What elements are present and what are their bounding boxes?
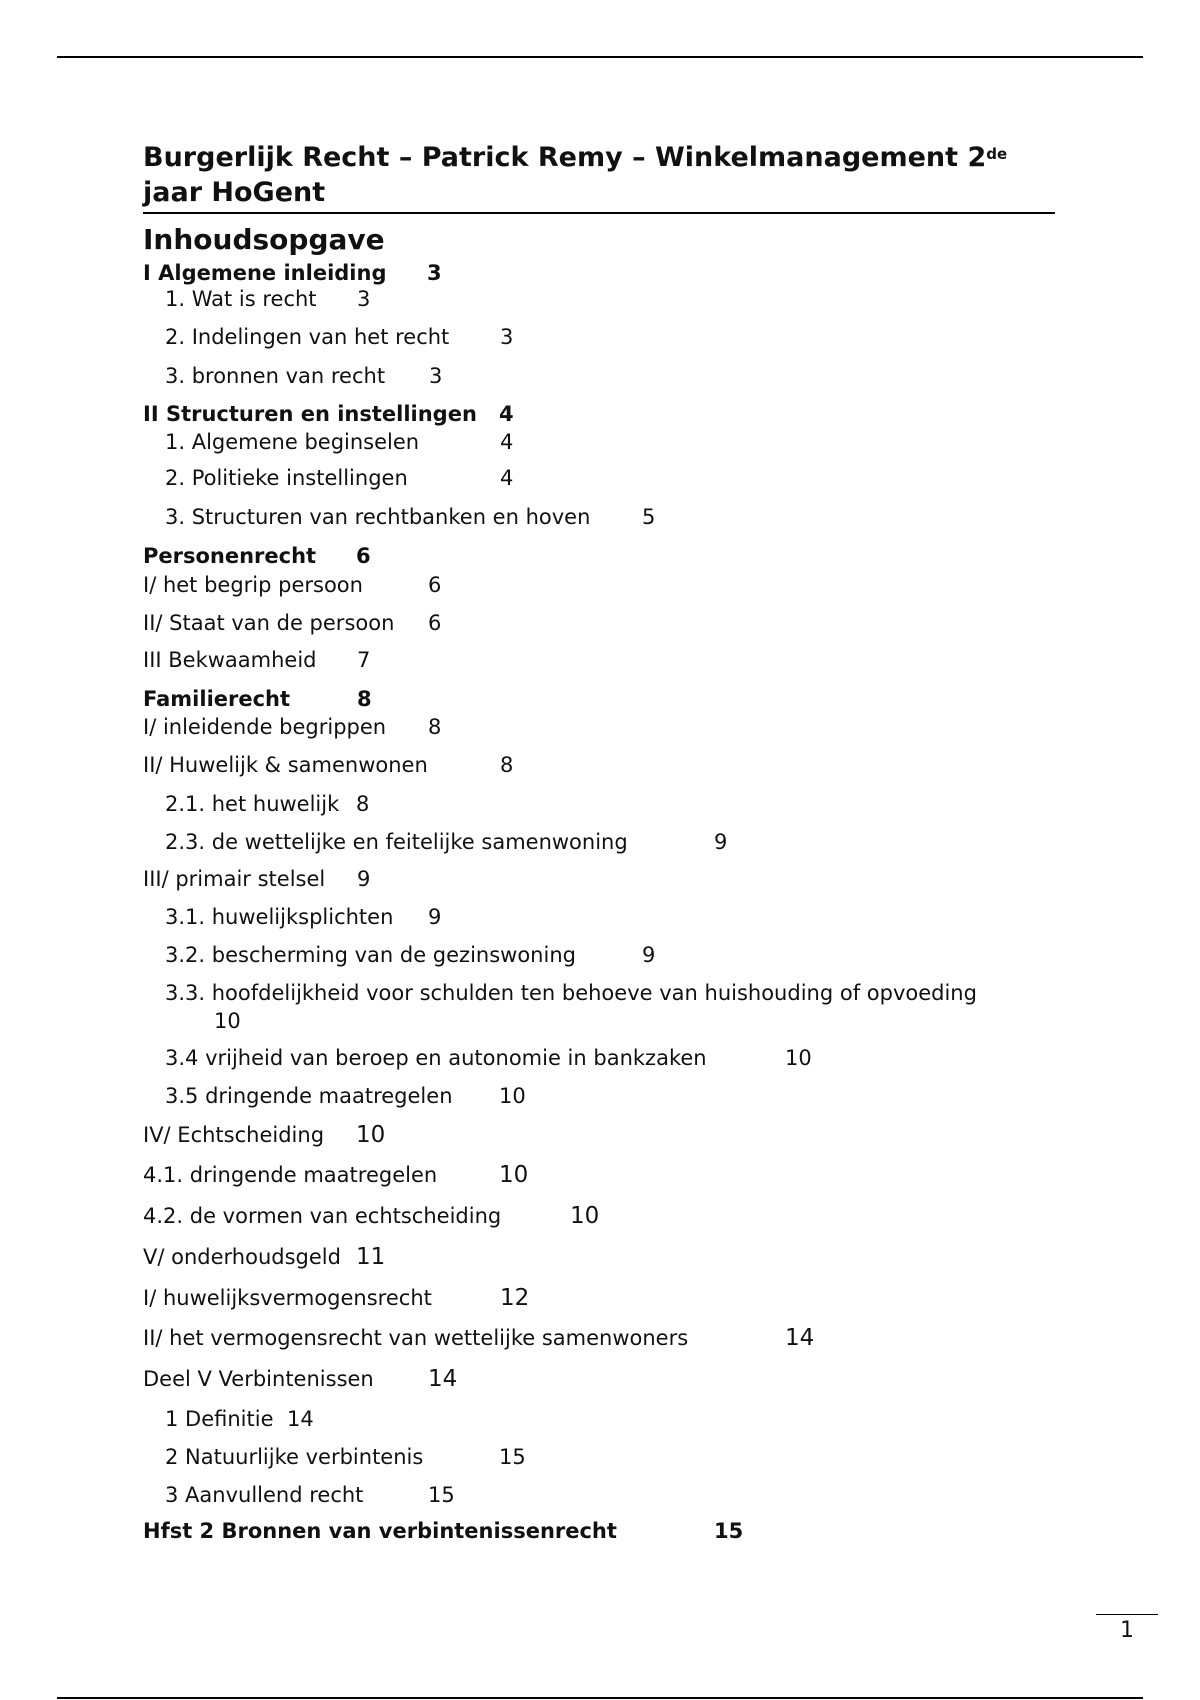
title-superscript: de: [986, 145, 1008, 163]
document-title: [143, 140, 1055, 214]
title-main: Burgerlijk Recht – Patrick Remy – Winkelmanagement 2: [143, 142, 987, 173]
toc-heading: Inhoudsopgave: [143, 223, 385, 256]
page-number-rule: [1096, 1614, 1158, 1615]
bottom-rule: [57, 1697, 1143, 1699]
page-number: 1: [1120, 1618, 1134, 1643]
title-line-2: jaar HoGent: [143, 177, 326, 208]
title-section: [143, 140, 1055, 214]
top-rule: [57, 56, 1143, 58]
